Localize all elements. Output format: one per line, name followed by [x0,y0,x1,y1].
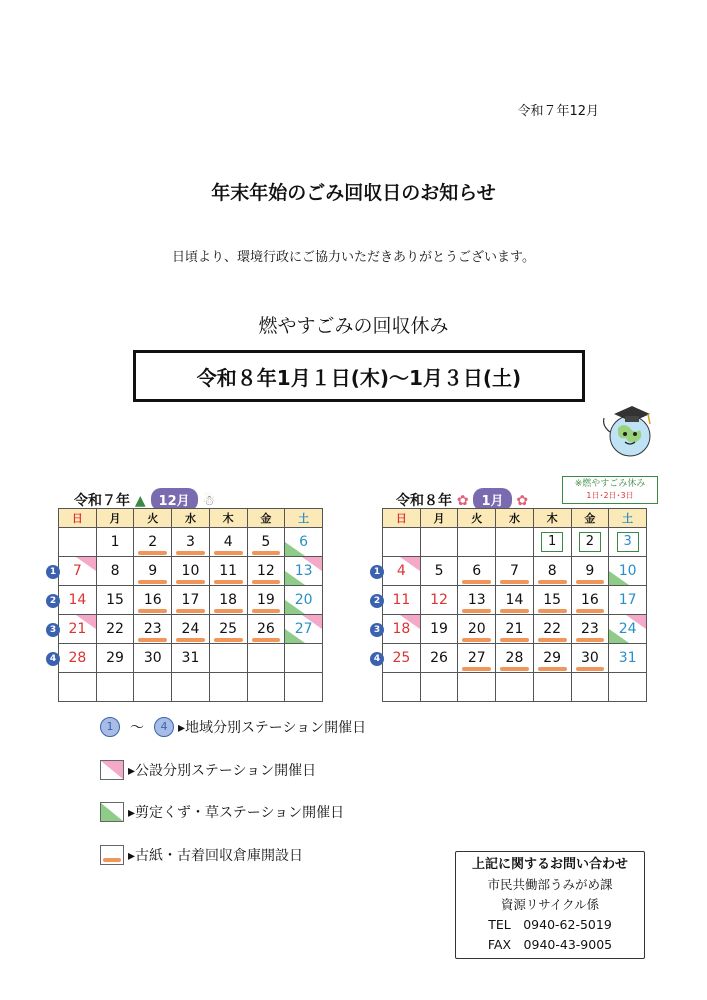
day-number: 20 [467,621,486,637]
legend-tilde: ～ [130,720,144,736]
day-number: 31 [618,650,637,666]
paper-warehouse-bar [462,638,491,642]
paper-warehouse-bar [576,580,605,584]
calendar-day-cell [59,644,97,673]
day-number: 22 [106,621,124,637]
day-number: 25 [219,621,238,637]
calendar-day-cell [383,673,421,702]
calendar-day-cell [134,644,172,673]
calendar-day-cell [285,557,323,586]
calendar-day-cell [533,644,571,673]
legend-text-1: ▸地域分別ステーション開催日 [178,720,367,736]
calendar-day-cell [458,615,496,644]
weekday-header: 木 [209,509,247,528]
legend-paper-warehouse [100,845,303,865]
day-number: 30 [143,650,162,666]
day-number: 4 [396,563,406,579]
day-number: 24 [181,621,200,637]
day-number: 9 [148,563,158,579]
day-number: 22 [543,621,562,637]
calendar-day-cell [533,528,571,557]
calendar-day-cell [209,586,247,615]
day-number: 21 [505,621,524,637]
paper-warehouse-bar [500,638,529,642]
calendar-day-cell [59,673,97,702]
paper-warehouse-bar [214,580,243,584]
day-number: 31 [181,650,200,666]
calendar-day-cell [285,586,323,615]
calendar-day-cell [285,644,323,673]
calendar-day-cell [247,528,285,557]
calendar-day-cell [172,644,210,673]
paper-warehouse-bar [462,609,491,613]
greeting-text: 日頃より、環境行政にご協力いただきありがとうございます。 [172,250,535,265]
day-number: 8 [547,563,557,579]
weekday-header: 金 [247,509,285,528]
legend-pink-swatch [100,760,124,780]
calendar-week-row [59,528,323,557]
flower-icon: ✿ [516,493,529,509]
calendar-day-cell [134,528,172,557]
contact-tel: TEL 0940-62-5019 [488,917,612,932]
calendar-day-cell [571,586,609,615]
paper-warehouse-bar [214,609,243,613]
snowman-icon: ☃ [202,493,216,509]
paper-warehouse-bar [214,551,243,555]
calendar-day-cell [247,644,285,673]
holiday-range-box [133,350,585,402]
calendar-day-cell [533,557,571,586]
legend-circle-end: 4 [154,717,174,737]
day-number: 12 [430,592,448,608]
day-number: 24 [618,621,637,637]
calendar-day-cell [59,615,97,644]
day-number: 23 [580,621,599,637]
day-number: 1 [110,534,120,550]
day-number: 19 [430,621,448,637]
calendar-day-cell [458,586,496,615]
legend-green-swatch [100,802,124,822]
legend-area-station [100,717,366,737]
contact-fax: FAX 0940-43-9005 [487,937,613,952]
cal-dec-month-badge: 12月 [151,488,198,511]
calendar-day-cell [285,615,323,644]
calendar-day-cell [458,528,496,557]
day-number: 4 [223,534,233,550]
weekday-header: 土 [285,509,323,528]
calendar-day-cell [533,673,571,702]
day-number: 21 [68,621,87,637]
paper-warehouse-bar [538,609,567,613]
paper-warehouse-bar [214,638,243,642]
calendar-day-cell [96,673,134,702]
calendar-day-cell [609,557,647,586]
weekday-header: 金 [571,509,609,528]
area-station-number: 2 [370,594,384,608]
day-number: 15 [106,592,124,608]
cal-jan-year: 令和８年 [396,493,452,509]
calendar-day-cell [458,673,496,702]
calendar-day-cell [571,644,609,673]
day-number: 9 [585,563,595,579]
calendar-week-row [59,586,323,615]
calendar-day-cell [209,644,247,673]
paper-warehouse-bar [576,667,605,671]
calendar-day-cell [420,673,458,702]
paper-warehouse-bar [500,609,529,613]
calendar-day-cell [134,673,172,702]
calendar-week-row [59,557,323,586]
closure-note [562,476,658,504]
day-number: 2 [579,532,601,552]
calendar-day-cell [609,673,647,702]
calendar-day-cell [134,586,172,615]
paper-warehouse-bar [252,638,281,642]
calendar-day-cell [533,615,571,644]
holiday-range-text: 令和８年1月１日(木)～1月３日(土) [196,365,522,390]
day-number: 5 [434,563,444,579]
day-number: 28 [68,650,87,666]
calendar-day-cell [458,557,496,586]
day-number: 23 [143,621,162,637]
day-number: 1 [541,532,563,552]
calendar-day-cell [383,557,421,586]
calendar-day-cell [209,528,247,557]
day-number: 2 [148,534,158,550]
weekday-header: 日 [383,509,421,528]
calendar-week-row [59,673,323,702]
calendar-day-cell [96,644,134,673]
calendar-day-cell [609,615,647,644]
day-number: 13 [467,592,486,608]
day-number: 6 [299,534,309,550]
calendar-day-cell [496,557,534,586]
calendar-day-cell [383,644,421,673]
calendar-day-cell [247,586,285,615]
paper-warehouse-bar [138,638,167,642]
calendar-day-cell [172,557,210,586]
day-number: 14 [68,592,87,608]
paper-warehouse-bar [576,638,605,642]
calendar-day-cell [209,673,247,702]
calendar-day-cell [533,586,571,615]
tree-icon: ▲ [134,493,146,509]
day-number: 19 [256,592,275,608]
calendar-day-cell [96,615,134,644]
legend-public-station [100,760,316,780]
calendar-day-cell [496,644,534,673]
calendar-day-cell [571,673,609,702]
day-number: 7 [510,563,519,579]
day-number: 10 [618,563,637,579]
calendar-day-cell [609,644,647,673]
calendar-day-cell [496,586,534,615]
paper-warehouse-bar [176,580,205,584]
paper-warehouse-bar [462,667,491,671]
area-station-number: 1 [46,565,60,579]
paper-warehouse-bar [500,667,529,671]
calendar-day-cell [96,586,134,615]
day-number: 8 [110,563,120,579]
paper-warehouse-bar [576,609,605,613]
calendar-day-cell [496,673,534,702]
calendar-day-cell [383,528,421,557]
calendar-december [58,508,323,702]
globe-mascot-icon [592,392,662,462]
calendar-day-cell [172,615,210,644]
day-number: 11 [219,563,238,579]
flower-icon: ✿ [456,493,469,509]
day-number: 25 [392,650,411,666]
day-number: 26 [256,621,275,637]
calendar-day-cell [172,673,210,702]
day-number: 17 [618,592,637,608]
weekday-header: 月 [420,509,458,528]
legend-pruning-station [100,802,344,822]
calendar-day-cell [247,557,285,586]
area-station-number: 4 [370,652,384,666]
legend-text-3: ▸剪定くず・草ステーション開催日 [128,805,345,821]
weekday-header: 火 [458,509,496,528]
day-number: 10 [181,563,200,579]
calendar-day-cell [609,528,647,557]
calendar-day-cell [383,615,421,644]
paper-warehouse-bar [176,551,205,555]
day-number: 27 [294,621,313,637]
calendar-day-cell [609,586,647,615]
day-number: 18 [219,592,238,608]
weekday-header: 火 [134,509,172,528]
weekday-header: 木 [533,509,571,528]
day-number: 29 [543,650,562,666]
calendar-day-cell [247,615,285,644]
calendar-day-cell [420,557,458,586]
calendar-day-cell [420,586,458,615]
area-station-number: 3 [46,623,60,637]
cal-dec-year: 令和７年 [74,493,130,509]
day-number: 16 [580,592,599,608]
calendar-day-cell [209,615,247,644]
calendar-day-cell [571,528,609,557]
calendar-day-cell [96,557,134,586]
day-number: 11 [392,592,411,608]
calendar-day-cell [59,528,97,557]
calendar-day-cell [59,557,97,586]
day-number: 18 [392,621,411,637]
day-number: 28 [505,650,524,666]
calendar-day-cell [209,557,247,586]
calendar-week-row [59,615,323,644]
calendar-week-row [383,615,647,644]
paper-warehouse-bar [500,580,529,584]
weekday-header: 土 [609,509,647,528]
day-number: 13 [294,563,313,579]
calendar-day-cell [96,528,134,557]
day-number: 3 [186,534,195,550]
day-number: 12 [256,563,275,579]
legend-orange-swatch [100,845,124,865]
day-number: 16 [143,592,162,608]
calendar-week-row [59,644,323,673]
calendar-day-cell [134,557,172,586]
day-number: 6 [472,563,482,579]
day-number: 29 [106,650,124,666]
contact-box [455,851,645,959]
paper-warehouse-bar [252,580,281,584]
weekday-header: 水 [172,509,210,528]
issue-date: 令和７年12月 [517,104,599,119]
contact-section: 資源リサイクル係 [500,897,600,912]
calendar-day-cell [458,644,496,673]
page-title: 年末年始のごみ回収日のお知らせ [211,182,496,204]
paper-warehouse-bar [538,667,567,671]
closure-note-days: 1日･2日･3日 [586,491,634,500]
calendar-day-cell [285,528,323,557]
calendar-january [382,508,647,702]
contact-dept: 市民共働部うみがめ課 [487,877,613,892]
weekday-header: 水 [496,509,534,528]
calendar-day-cell [420,528,458,557]
area-station-number: 3 [370,623,384,637]
calendar-day-cell [496,528,534,557]
paper-warehouse-bar [176,638,205,642]
paper-warehouse-bar [176,609,205,613]
area-station-number: 4 [46,652,60,666]
paper-warehouse-bar [252,551,281,555]
calendar-day-cell [496,615,534,644]
day-number: 5 [261,534,271,550]
calendar-day-cell [172,528,210,557]
calendar-week-row [383,528,647,557]
calendar-day-cell [571,557,609,586]
day-number: 7 [72,563,82,579]
legend-text-4: ▸古紙・古着回収倉庫開設日 [128,848,304,864]
calendar-day-cell [247,673,285,702]
calendar-day-cell [571,615,609,644]
section-subtitle: 燃やすごみの回収休み [258,315,449,337]
cal-jan-month-badge: 1月 [473,488,511,511]
calendar-week-row [383,586,647,615]
calendar-week-row [383,673,647,702]
calendar-day-cell [59,586,97,615]
paper-warehouse-bar [138,551,167,555]
weekday-header: 日 [59,509,97,528]
weekday-header: 月 [96,509,134,528]
day-number: 20 [294,592,313,608]
paper-warehouse-bar [462,580,491,584]
paper-warehouse-bar [538,580,567,584]
calendar-day-cell [172,586,210,615]
day-number: 17 [181,592,200,608]
area-station-number: 2 [46,594,60,608]
day-number: 3 [617,532,639,552]
day-number: 14 [505,592,524,608]
legend-circle-start: 1 [100,717,120,737]
paper-warehouse-bar [138,580,167,584]
calendar-day-cell [420,644,458,673]
paper-warehouse-bar [538,638,567,642]
calendar-day-cell [285,673,323,702]
contact-heading: 上記に関するお問い合わせ [471,857,628,872]
calendar-week-row [383,557,647,586]
legend-text-2: ▸公設分別ステーション開催日 [128,763,317,779]
day-number: 27 [467,650,486,666]
calendar-day-cell [420,615,458,644]
day-number: 15 [543,592,562,608]
area-station-number: 1 [370,565,384,579]
calendar-week-row [383,644,647,673]
calendar-day-cell [383,586,421,615]
closure-note-title: ※燃やすごみ休み [574,479,646,489]
paper-warehouse-bar [138,609,167,613]
paper-warehouse-bar [252,609,281,613]
day-number: 26 [430,650,448,666]
calendar-day-cell [134,615,172,644]
day-number: 30 [580,650,599,666]
